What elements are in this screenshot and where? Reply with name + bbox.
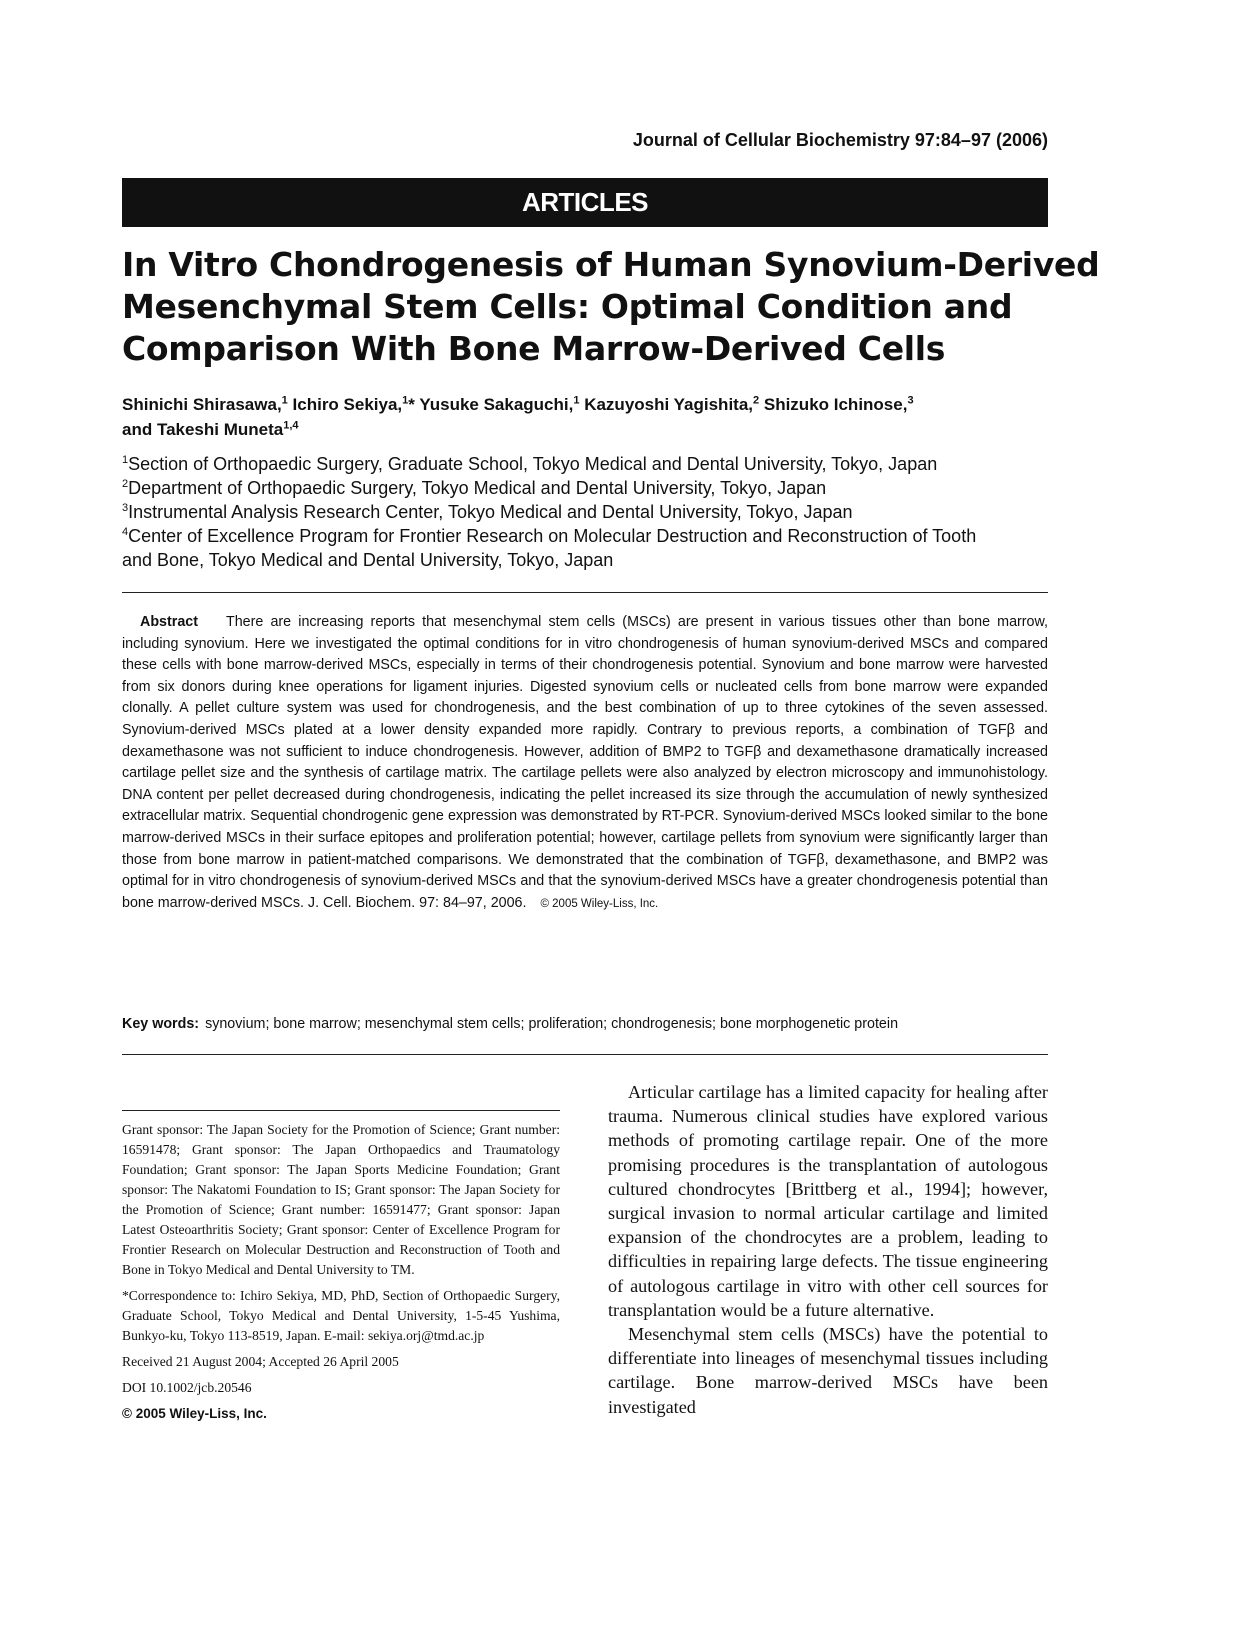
affiliation-list xyxy=(122,452,1062,572)
article-title xyxy=(122,244,1100,370)
section-banner: ARTICLES xyxy=(122,178,1048,227)
received-date: Received 21 August 2004; Accepted 26 April 2005 xyxy=(122,1354,399,1369)
correspondence-footnote: *Correspondence to: Ichiro Sekiya, MD, PhD, Section of Orthopaedic Surgery, Graduate School, Tokyo Medical and Dental University, 1-5-45 Yushima, Bunkyo-ku, Tokyo 113-8519, Japan. E-mail: sekiya.orj@tmd.ac.jp xyxy=(122,1288,560,1343)
author-affil-mark: 3 xyxy=(907,394,914,407)
abstract-label: Abstract xyxy=(140,614,198,630)
affiliation-number: 4 xyxy=(122,526,129,538)
author-line xyxy=(122,417,1062,442)
body-paragraph: Mesenchymal stem cells (MSCs) have the potential to differentiate into lineages of mesenchymal tissues including cartilage. Bone marrow-derived MSCs have been investigated xyxy=(608,1324,1048,1417)
affiliation xyxy=(122,548,1062,572)
affiliation-text: Section of Orthopaedic Surgery, Graduate School, Tokyo Medical and Dental University, Tokyo, Japan xyxy=(128,454,938,474)
title-line: Comparison With Bone Marrow-Derived Cells xyxy=(122,329,946,368)
affiliation-text: Center of Excellence Program for Frontier Research on Molecular Destruction and Reconstruction of Tooth xyxy=(128,526,977,546)
author-affil-mark: 2 xyxy=(753,394,760,407)
affiliation xyxy=(122,500,1062,524)
abstract-text: There are increasing reports that mesenchymal stem cells (MSCs) are present in various tissues other than bone marrow, including synovium. Here we investigated the optimal conditions for in vitro chondrogenesis of human synovium-derived MSCs and compared these cells with bone marrow-derived MSCs, especially in terms of their chondrogenesis potential. Synovium and bone marrow were harvested from six donors during knee operations for ligament injuries. Digested synovium cells or nucleated cells from bone marrow were expanded clonally. A pellet culture system was used for chondrogenesis, and the best combination of up to three cytokines of the seven assessed. Synovium-derived MSCs plated at a lower density expanded more rapidly. Contrary to previous reports, a combination of TGFβ and dexamethasone was not sufficient to induce chondrogenesis. However, addition of BMP2 to TGFβ and dexamethasone dramatically increased cartilage pellet size and the synthesis of cartilage matrix. The cartilage pellets were also analyzed by electron microscopy and immunohistology. DNA content per pellet decreased during chondrogenesis, indicating the pellet increased its size through the accumulation of newly synthesized extracellular matrix. Sequential chondrogenic gene expression was demonstrated by RT-PCR. Synovium-derived MSCs looked similar to the bone marrow-derived MSCs in their surface epitopes and proliferation potential; however, cartilage pellets from synovium were significantly larger than those from bone marrow in patient-matched comparisons. We demonstrated that the combination of TGFβ, dexamethasone, and BMP2 was optimal for in vitro chondrogenesis of synovium-derived MSCs and that the synovium-derived MSCs have a greater chondrogenesis potential than bone marrow-derived MSCs. J. Cell. Biochem. 97: 84–97, 2006. xyxy=(122,614,1048,911)
doi: DOI 10.1002/jcb.20546 xyxy=(122,1380,252,1395)
keywords xyxy=(122,1014,1062,1034)
grant-footnote: Grant sponsor: The Japan Society for the Promotion of Science; Grant number: 16591478; Grant sponsor: The Japan Orthopaedics and Traumatology Foundation; Grant sponsor: The Japan Sports Medicine Foundation; Grant sponsor: The Nakatomi Foundation to IS; Grant sponsor: The Japan Society for the Promotion of Science; Grant number: 16591477; Grant sponsor: Japan Latest Osteoarthritis Society; Grant sponsor: Center of Excellence Program for Frontier Research on Molecular Destruction and Reconstruction of Tooth and Bone in Tokyo Medical and Dental University to TM. xyxy=(122,1122,560,1277)
author-line xyxy=(122,392,1062,417)
affiliation-text: and Bone, Tokyo Medical and Dental University, Tokyo, Japan xyxy=(122,550,614,570)
title-line: In Vitro Chondrogenesis of Human Synovium-Derived xyxy=(122,245,1100,284)
author: and Takeshi Muneta xyxy=(122,420,284,439)
footnotes xyxy=(122,1120,560,1424)
title-line: Mesenchymal Stem Cells: Optimal Condition and xyxy=(122,287,1013,326)
affiliation xyxy=(122,524,1062,548)
body-text xyxy=(608,1080,1048,1419)
affiliation-text: Department of Orthopaedic Surgery, Tokyo Medical and Dental University, Tokyo, Japan xyxy=(128,478,827,498)
divider-bottom xyxy=(122,1054,1048,1055)
abstract-copyright: © 2005 Wiley-Liss, Inc. xyxy=(540,897,659,910)
divider-top xyxy=(122,592,1048,593)
author-affil-mark: 1 xyxy=(281,394,288,407)
affiliation-number: 2 xyxy=(122,478,129,490)
author: Yusuke Sakaguchi, xyxy=(419,395,574,414)
author: Shinichi Shirasawa, xyxy=(122,395,282,414)
corresponding-mark: * xyxy=(408,395,415,414)
author-affil-mark: 1 xyxy=(402,394,409,407)
affiliation xyxy=(122,452,1062,476)
abstract xyxy=(122,612,1048,915)
author-affil-mark: 1,4 xyxy=(283,419,299,432)
footnote-copyright: © 2005 Wiley-Liss, Inc. xyxy=(122,1406,267,1421)
author-affil-mark: 1 xyxy=(573,394,580,407)
footnote-rule xyxy=(122,1110,560,1111)
affiliation-text: Instrumental Analysis Research Center, Tokyo Medical and Dental University, Tokyo, Japan xyxy=(128,502,853,522)
author-list xyxy=(122,392,1062,442)
affiliation-number: 1 xyxy=(122,454,129,466)
journal-header: Journal of Cellular Biochemistry 97:84–97 (2006) xyxy=(632,130,1048,150)
keywords-text: synovium; bone marrow; mesenchymal stem cells; proliferation; chondrogenesis; bone morphogenetic protein xyxy=(205,1016,899,1032)
keywords-label: Key words: xyxy=(122,1016,200,1032)
affiliation-number: 3 xyxy=(122,502,129,514)
author: Kazuyoshi Yagishita, xyxy=(584,395,753,414)
author: Shizuko Ichinose, xyxy=(763,395,908,414)
body-paragraph: Articular cartilage has a limited capacity for healing after trauma. Numerous clinical studies have explored various methods of promoting cartilage repair. One of the more promising procedures is the transplantation of autologous cultured chondrocytes [Brittberg et al., 1994]; however, surgical invasion to normal articular cartilage and limited expansion of the chondrocytes are a problem, leading to difficulties in repairing large defects. The tissue engineering of autologous cartilage in vitro with other cell sources for transplantation would be a future alternative. xyxy=(608,1082,1048,1320)
author: Ichiro Sekiya, xyxy=(292,395,403,414)
affiliation xyxy=(122,476,1062,500)
